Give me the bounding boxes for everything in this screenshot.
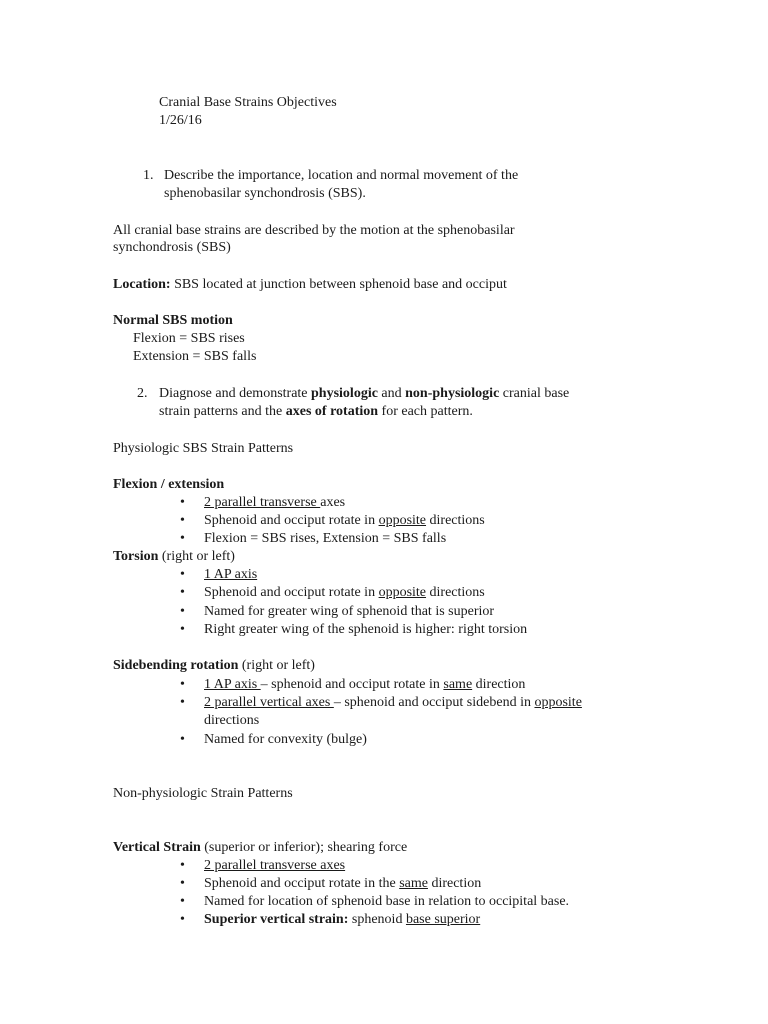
list-item (180, 512, 485, 530)
text-span: Sphenoid and occiput rotate in (204, 585, 379, 600)
bullet: • (180, 732, 185, 747)
underlined-text: opposite (378, 513, 427, 528)
text-span: strain patterns and the (159, 404, 286, 419)
text-span: sphenoid (348, 912, 406, 927)
objective-1-line-2: sphenobasilar synchondrosis (SBS). (164, 186, 366, 201)
text-span: directions (426, 585, 485, 600)
bullet: • (180, 567, 185, 582)
bullet: • (180, 858, 185, 873)
location-line (113, 276, 507, 294)
bullet: • (180, 677, 185, 692)
text-span: direction (427, 876, 482, 891)
bold-non-physiologic: non-physiologic (405, 386, 500, 401)
list-item (180, 911, 481, 929)
physiologic-heading: Physiologic SBS Strain Patterns (113, 441, 294, 456)
list-item (180, 584, 485, 602)
flexion-extension-heading: Flexion / extension (113, 477, 225, 492)
underlined-text: base superior (405, 912, 481, 927)
list-item (180, 857, 346, 875)
doc-title: Cranial Base Strains Objectives (159, 95, 337, 110)
objective-2-line-2 (159, 403, 473, 421)
bullet: • (180, 604, 185, 619)
text-span: Right greater wing of the sphenoid is higher: right torsion (204, 622, 528, 637)
normal-motion-extension: Extension = SBS falls (133, 349, 257, 364)
sidebending-heading-line (113, 657, 315, 675)
list-item (180, 566, 258, 584)
text-span: Named for convexity (bulge) (204, 732, 367, 747)
nonphysiologic-heading: Non-physiologic Strain Patterns (113, 786, 293, 801)
text-span: and (377, 386, 406, 401)
doc-date: 1/26/16 (159, 113, 202, 128)
bullet: • (180, 912, 185, 927)
bullet: • (180, 876, 185, 891)
torsion-heading-line (113, 548, 235, 566)
objective-2-number: 2. (137, 386, 148, 401)
bullet: • (180, 531, 185, 546)
list-item (180, 530, 447, 548)
text-span: for each pattern. (378, 404, 473, 419)
bold-axes-of-rotation: axes of rotation (285, 404, 379, 419)
sidebending-heading: Sidebending rotation (113, 658, 239, 673)
list-item (180, 694, 582, 712)
normal-motion-flexion: Flexion = SBS rises (133, 331, 245, 346)
bullet: • (180, 585, 185, 600)
underlined-text: 1 AP axis (204, 567, 258, 582)
bold-text: Superior vertical strain: (204, 912, 349, 927)
list-item (180, 731, 367, 749)
text-span: Diagnose and demonstrate (159, 386, 312, 401)
list-item (180, 603, 495, 621)
underlined-text: 2 parallel transverse axes (204, 858, 346, 873)
objective-1-number: 1. (143, 168, 154, 183)
underlined-text: same (399, 876, 428, 891)
location-text: SBS located at junction between sphenoid base and occiput (174, 277, 507, 292)
list-item (180, 621, 528, 639)
text-span: cranial base (499, 386, 570, 401)
bold-physiologic: physiologic (311, 386, 378, 401)
underlined-text: 2 parallel vertical axes (204, 695, 334, 710)
underlined-text: opposite (534, 695, 582, 710)
bullet: • (180, 695, 185, 710)
objective-2-line-1 (159, 385, 569, 403)
text-span: – sphenoid and occiput rotate in (260, 677, 444, 692)
list-item (180, 875, 482, 893)
underlined-text: opposite (378, 585, 427, 600)
underlined-text: same (443, 677, 473, 692)
text-span: Sphenoid and occiput rotate in the (204, 876, 400, 891)
text-span: Named for greater wing of sphenoid that is superior (204, 604, 495, 619)
vertical-strain-heading: Vertical Strain (113, 840, 201, 855)
underlined-text: 1 AP axis (204, 677, 261, 692)
bullet: • (180, 513, 185, 528)
text-span: axes (320, 495, 346, 510)
text-span: (right or left) (158, 549, 235, 564)
intro-line-1: All cranial base strains are described by the motion at the sphenobasilar (113, 223, 515, 238)
text-span: Sphenoid and occiput rotate in (204, 513, 379, 528)
list-item-continuation: directions (204, 713, 260, 728)
objective-1-line-1: Describe the importance, location and normal movement of the (164, 168, 519, 183)
list-item (180, 893, 570, 911)
intro-line-2: synchondrosis (SBS) (113, 240, 231, 255)
bullet: • (180, 495, 185, 510)
text-span: (right or left) (238, 658, 315, 673)
bullet: • (180, 622, 185, 637)
text-span: (superior or inferior); shearing force (200, 840, 408, 855)
text-span: direction (472, 677, 526, 692)
list-item (180, 494, 346, 512)
bullet: • (180, 894, 185, 909)
list-item (180, 676, 526, 694)
text-span: Named for location of sphenoid base in relation to occipital base. (204, 894, 570, 909)
location-label: Location: (113, 277, 171, 292)
vertical-strain-heading-line (113, 839, 407, 857)
normal-motion-heading: Normal SBS motion (113, 313, 233, 328)
underlined-text: 2 parallel transverse (204, 495, 321, 510)
text-span: Flexion = SBS rises, Extension = SBS falls (204, 531, 447, 546)
text-span: – sphenoid and occiput sidebend in (333, 695, 535, 710)
text-span: directions (426, 513, 485, 528)
torsion-heading: Torsion (113, 549, 159, 564)
